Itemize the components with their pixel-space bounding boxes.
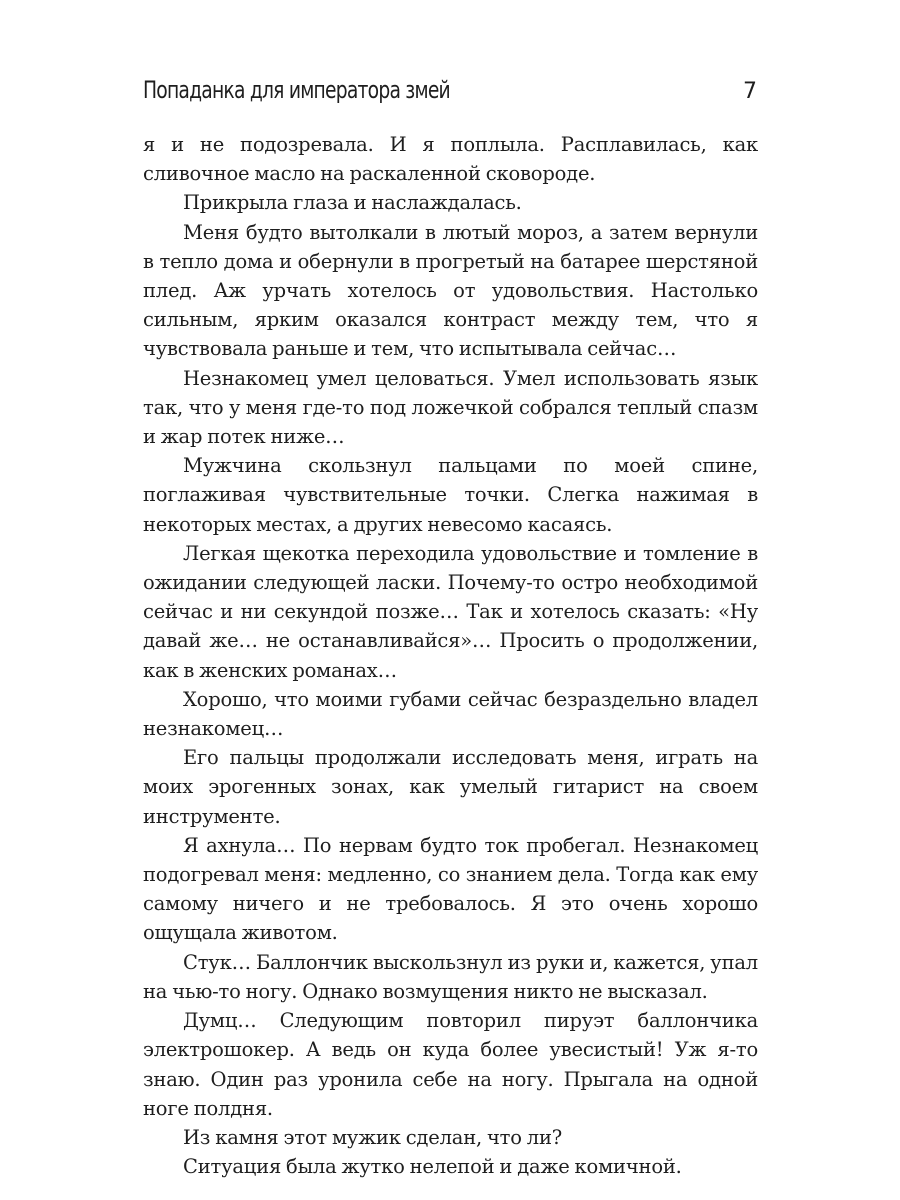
paragraph: Мужчина скользнул пальцами по моей спине, поглаживая чувствительные точки. Слегка нажимая в некоторых местах, а других невесомо касаясь. xyxy=(143,454,758,536)
paragraph: Ситуация была жутко нелепой и даже комичной. xyxy=(183,1155,682,1179)
paragraph: Стук… Баллончик выскользнул из руки и, кажется, упал на чью-то ногу. Однако возмущения никто не высказал. xyxy=(143,950,758,1003)
paragraph: Я ахнула… По нервам будто ток пробегал. Незнакомец подогревал меня: медленно, со знанием дела. Тогда как ему самому ничего и не требовалось. Я это очень хорошо ощущала животом. xyxy=(143,833,758,945)
paragraph: Его пальцы продолжали исследовать меня, играть на моих эрогенных зонах, как умелый гитарист на своем инструменте. xyxy=(143,746,758,828)
paragraph: Прикрыла глаза и наслаждалась. xyxy=(183,191,522,215)
body-text xyxy=(143,130,758,1181)
paragraph: я и не подозревала. И я поплыла. Расплавилась, как сливочное масло на раскаленной сковороде. xyxy=(143,133,758,186)
paragraph: Легкая щекотка переходила удовольствие и томление в ожидании следующей ласки. Почему-то остро необходимой сейчас и ни секундой позже… Так и хотелось сказать: «Ну давай же… не останавливайся»… Просить о продолжении, как в женских романах… xyxy=(143,541,758,682)
paragraph: Меня будто вытолкали в лютый мороз, а затем вернули в тепло дома и обернули в прогретый на батарее шерстяной плед. Аж урчать хотелось от удовольствия. Настолько сильным, ярким оказался контраст между тем, что я чувствовала раньше и тем, что испытывала сейчас… xyxy=(143,220,758,361)
paragraph: Незнакомец умел целоваться. Умел использовать язык так, что у меня где-то под ложечкой собрался теплый спазм и жар потек ниже… xyxy=(143,366,758,449)
paragraph: Думц… Следующим повторил пируэт баллончика электрошокер. А ведь он куда более увесистый! Уж я-то знаю. Один раз уронила себе на ногу. Прыгала на одной ноге полдня. xyxy=(143,1009,758,1120)
running-title: Попаданка для императора змей xyxy=(143,76,450,104)
paragraph: Хорошо, что моими губами сейчас безраздельно владел незнакомец… xyxy=(143,687,758,741)
paragraph: Из камня этот мужик сделан, что ли? xyxy=(183,1125,563,1149)
running-header xyxy=(143,76,757,116)
page-number: 7 xyxy=(743,79,757,104)
